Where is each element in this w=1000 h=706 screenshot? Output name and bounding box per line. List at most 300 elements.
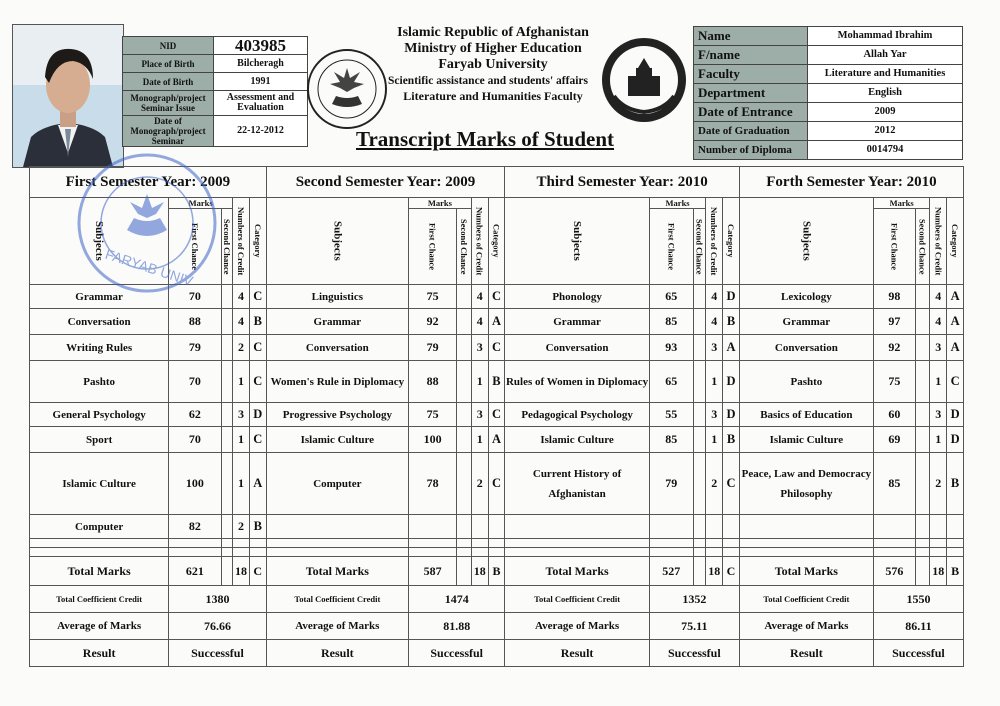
subjects-header	[505, 198, 649, 285]
diploma-value: 0014794	[808, 141, 963, 160]
second-chance-header	[457, 209, 472, 285]
second-chance-mark	[693, 335, 706, 361]
nid-value: 403985	[214, 37, 308, 55]
credit-count: 1	[233, 453, 250, 515]
subject-row	[30, 361, 964, 403]
subject-name	[505, 515, 649, 539]
result-label: Result	[739, 640, 873, 667]
first-chance-header	[409, 209, 457, 285]
blank-cell	[409, 539, 457, 548]
credit-count: 4	[930, 309, 947, 335]
second-chance-mark	[457, 335, 472, 361]
second-chance-mark	[915, 515, 930, 539]
coef-label: Total Coefficient Credit	[266, 586, 408, 613]
total-credits: 18	[930, 557, 947, 586]
header-line-4: Scientific assistance and students' affairs	[388, 75, 588, 87]
credits-header-text: Numbers of Credit	[235, 206, 246, 276]
coef-label: Total Coefficient Credit	[505, 586, 649, 613]
average-label: Average of Marks	[30, 613, 169, 640]
blank-cell	[233, 539, 250, 548]
credit-count: 1	[471, 361, 488, 403]
faculty-label: Faculty	[694, 65, 808, 84]
category-grade: C	[249, 285, 266, 309]
second-chance-mark	[915, 403, 930, 427]
second-chance-mark	[693, 285, 706, 309]
category-grade: A	[947, 335, 964, 361]
second-chance-mark	[457, 427, 472, 453]
blank-cell	[266, 548, 408, 557]
entrance-label: Date of Entrance	[694, 103, 808, 122]
second-chance-mark	[457, 285, 472, 309]
seminar-date-value: 22-12-2012	[214, 116, 308, 147]
result-label: Result	[266, 640, 408, 667]
first-chance-mark: 98	[873, 285, 915, 309]
first-chance-mark: 75	[873, 361, 915, 403]
second-chance-mark	[457, 309, 472, 335]
coef-label: Total Coefficient Credit	[30, 586, 169, 613]
total-blank	[915, 557, 930, 586]
blank-cell	[221, 548, 233, 557]
marks-header: Marks	[169, 198, 233, 209]
first-chance-mark: 79	[169, 335, 221, 361]
result-value: Successful	[873, 640, 963, 667]
subject-row	[30, 515, 964, 539]
total-category: B	[947, 557, 964, 586]
birthplace-label: Place of Birth	[123, 55, 214, 73]
category-header-text: Category	[950, 224, 961, 258]
name-value: Mohammad Ibrahim	[808, 27, 963, 46]
second-chance-mark	[221, 361, 233, 403]
total-credits: 18	[233, 557, 250, 586]
category-header	[488, 198, 505, 285]
blank-cell	[915, 539, 930, 548]
subject-name: Lexicology	[739, 285, 873, 309]
credit-count: 3	[706, 403, 723, 427]
blank-cell	[873, 539, 915, 548]
semester-title: First Semester Year: 2009	[30, 167, 267, 198]
subjects-header	[266, 198, 408, 285]
credit-count: 3	[471, 335, 488, 361]
blank-cell	[930, 548, 947, 557]
first-chance-mark: 88	[409, 361, 457, 403]
total-blank	[693, 557, 706, 586]
category-grade	[723, 515, 740, 539]
total-marks-label: Total Marks	[505, 557, 649, 586]
subject-name: Grammar	[505, 309, 649, 335]
subject-name: Grammar	[266, 309, 408, 335]
graduation-label: Date of Graduation	[694, 122, 808, 141]
blank-row	[30, 548, 964, 557]
first-chance-mark	[649, 515, 693, 539]
total-marks-value: 527	[649, 557, 693, 586]
coefficient-row	[30, 586, 964, 613]
subject-name: Islamic Culture	[30, 453, 169, 515]
subject-name: Islamic Culture	[266, 427, 408, 453]
subjects-header-text: Subjects	[571, 221, 584, 261]
second-chance-mark	[221, 285, 233, 309]
first-chance-mark: 85	[873, 453, 915, 515]
university-stamp-icon	[72, 148, 222, 298]
first-chance-mark: 62	[169, 403, 221, 427]
id-info-table	[122, 36, 308, 147]
subject-name: Writing Rules	[30, 335, 169, 361]
category-grade: C	[488, 403, 505, 427]
blank-cell	[739, 539, 873, 548]
department-value: English	[808, 84, 963, 103]
category-grade: C	[249, 427, 266, 453]
credits-header-text: Numbers of Credit	[474, 206, 485, 276]
header-line-1: Islamic Republic of Afghanistan	[397, 25, 589, 40]
diploma-label: Number of Diploma	[694, 141, 808, 160]
average-label: Average of Marks	[505, 613, 649, 640]
first-chance-mark: 75	[409, 403, 457, 427]
first-chance-mark: 70	[169, 285, 221, 309]
total-credits: 18	[471, 557, 488, 586]
coef-value: 1380	[169, 586, 266, 613]
credits-header	[233, 198, 250, 285]
blank-cell	[915, 548, 930, 557]
total-blank	[457, 557, 472, 586]
subject-name: Pashto	[30, 361, 169, 403]
category-grade: D	[723, 403, 740, 427]
category-grade: A	[249, 453, 266, 515]
result-label: Result	[505, 640, 649, 667]
subjects-header-text: Subjects	[93, 221, 106, 261]
subject-row	[30, 427, 964, 453]
subject-name: Conversation	[505, 335, 649, 361]
blank-cell	[169, 539, 221, 548]
first-chance-mark: 92	[873, 335, 915, 361]
category-header	[249, 198, 266, 285]
national-emblem-icon	[600, 36, 688, 124]
blank-cell	[930, 539, 947, 548]
seminar-issue-value: Assessment and Evaluation	[214, 91, 308, 116]
category-grade: C	[249, 335, 266, 361]
first-chance-mark: 65	[649, 361, 693, 403]
credit-count: 1	[706, 427, 723, 453]
blank-cell	[457, 539, 472, 548]
subject-name: Grammar	[739, 309, 873, 335]
credit-count: 3	[930, 403, 947, 427]
subject-name	[266, 515, 408, 539]
second-chance-header	[915, 209, 930, 285]
category-grade: A	[947, 285, 964, 309]
second-chance-mark	[915, 361, 930, 403]
second-chance-mark	[915, 309, 930, 335]
category-grade: A	[488, 309, 505, 335]
first-chance-mark: 82	[169, 515, 221, 539]
credit-count: 3	[930, 335, 947, 361]
total-marks-label: Total Marks	[739, 557, 873, 586]
coef-value: 1474	[409, 586, 505, 613]
first-chance-mark: 65	[649, 285, 693, 309]
name-label: Name	[694, 27, 808, 46]
credit-count: 4	[706, 309, 723, 335]
total-marks-value: 587	[409, 557, 457, 586]
marks-header: Marks	[409, 198, 472, 209]
blank-cell	[706, 548, 723, 557]
category-grade: D	[723, 285, 740, 309]
category-grade: C	[488, 285, 505, 309]
subject-name	[739, 515, 873, 539]
first-chance-mark: 55	[649, 403, 693, 427]
second-chance-mark	[457, 453, 472, 515]
credit-count: 4	[233, 309, 250, 335]
result-value: Successful	[409, 640, 505, 667]
category-grade: A	[488, 427, 505, 453]
semester-title: Second Semester Year: 2009	[266, 167, 505, 198]
first-chance-mark: 88	[169, 309, 221, 335]
blank-cell	[649, 539, 693, 548]
category-grade: C	[249, 361, 266, 403]
credits-header	[471, 198, 488, 285]
subject-name: Linguistics	[266, 285, 408, 309]
blank-cell	[693, 539, 706, 548]
credit-count: 2	[233, 335, 250, 361]
blank-cell	[739, 548, 873, 557]
header-line-5: Literature and Humanities Faculty	[403, 89, 583, 103]
total-category: C	[249, 557, 266, 586]
category-grade: C	[723, 453, 740, 515]
document-title: Transcript Marks of Student	[356, 127, 615, 151]
second-chance-mark	[457, 515, 472, 539]
marks-header: Marks	[649, 198, 706, 209]
second-chance-text: Second Chance	[459, 218, 470, 275]
blank-cell	[706, 539, 723, 548]
second-chance-mark	[693, 309, 706, 335]
credit-count: 1	[233, 361, 250, 403]
faculty-value: Literature and Humanities	[808, 65, 963, 84]
total-marks-label: Total Marks	[266, 557, 408, 586]
credit-count	[706, 515, 723, 539]
average-row	[30, 613, 964, 640]
graduation-value: 2012	[808, 122, 963, 141]
subject-name: Basics of Education	[739, 403, 873, 427]
first-chance-mark: 92	[409, 309, 457, 335]
first-chance-text: First Chance	[889, 223, 900, 270]
blank-row	[30, 539, 964, 548]
category-grade: B	[249, 309, 266, 335]
total-credits: 18	[706, 557, 723, 586]
credits-header	[930, 198, 947, 285]
category-grade: C	[488, 453, 505, 515]
first-chance-mark: 70	[169, 361, 221, 403]
subject-name: Pashto	[739, 361, 873, 403]
blank-cell	[457, 548, 472, 557]
blank-cell	[471, 548, 488, 557]
fname-value: Allah Yar	[808, 46, 963, 65]
blank-cell	[649, 548, 693, 557]
first-chance-mark: 60	[873, 403, 915, 427]
first-chance-mark	[409, 515, 457, 539]
credit-count: 4	[471, 285, 488, 309]
first-chance-mark: 78	[409, 453, 457, 515]
blank-cell	[30, 539, 169, 548]
blank-cell	[169, 548, 221, 557]
second-chance-text: Second Chance	[917, 218, 928, 275]
first-chance-mark: 85	[649, 309, 693, 335]
second-chance-mark	[221, 309, 233, 335]
subject-name: Phonology	[505, 285, 649, 309]
fname-label: F/name	[694, 46, 808, 65]
category-grade: B	[723, 427, 740, 453]
category-grade: D	[249, 403, 266, 427]
subject-name: Pedagogical Psychology	[505, 403, 649, 427]
subjects-header-text: Subjects	[331, 221, 344, 261]
department-label: Department	[694, 84, 808, 103]
first-chance-mark: 85	[649, 427, 693, 453]
blank-cell	[693, 548, 706, 557]
subjects-header-text: Subjects	[800, 221, 813, 261]
header-line-3: Faryab University	[438, 57, 548, 72]
blank-cell	[30, 548, 169, 557]
coef-value: 1352	[649, 586, 739, 613]
subject-name: Grammar	[30, 285, 169, 309]
first-chance-mark: 97	[873, 309, 915, 335]
category-grade: C	[488, 335, 505, 361]
subject-name: Sport	[30, 427, 169, 453]
blank-cell	[723, 548, 740, 557]
first-chance-mark: 100	[409, 427, 457, 453]
second-chance-mark	[221, 515, 233, 539]
subject-row	[30, 335, 964, 361]
second-chance-text: Second Chance	[221, 218, 232, 275]
result-row	[30, 640, 964, 667]
category-grade: D	[947, 427, 964, 453]
total-blank	[221, 557, 233, 586]
subject-name: Computer	[266, 453, 408, 515]
subject-name: Women's Rule in Diplomacy	[266, 361, 408, 403]
second-chance-mark	[915, 335, 930, 361]
first-chance-mark: 69	[873, 427, 915, 453]
credit-count: 4	[706, 285, 723, 309]
first-chance-mark: 100	[169, 453, 221, 515]
category-header-text: Category	[725, 224, 736, 258]
category-header	[723, 198, 740, 285]
credit-count: 1	[930, 427, 947, 453]
category-grade: B	[249, 515, 266, 539]
average-label: Average of Marks	[739, 613, 873, 640]
student-photo	[12, 24, 124, 168]
second-chance-mark	[457, 403, 472, 427]
total-category: C	[723, 557, 740, 586]
credit-count: 1	[233, 427, 250, 453]
blank-cell	[409, 548, 457, 557]
first-chance-mark: 75	[409, 285, 457, 309]
semester-title: Third Semester Year: 2010	[505, 167, 740, 198]
blank-cell	[221, 539, 233, 548]
category-grade: A	[723, 335, 740, 361]
average-value: 86.11	[873, 613, 963, 640]
total-category: B	[488, 557, 505, 586]
subject-name: Islamic Culture	[505, 427, 649, 453]
first-chance-text: First Chance	[189, 223, 200, 270]
second-chance-mark	[457, 361, 472, 403]
category-header-text: Category	[252, 224, 263, 258]
first-chance-header	[873, 209, 915, 285]
birthplace-value: Bilcheragh	[214, 55, 308, 73]
subject-row	[30, 309, 964, 335]
subject-name: Conversation	[30, 309, 169, 335]
blank-cell	[249, 548, 266, 557]
semester-title: Forth Semester Year: 2010	[739, 167, 963, 198]
credit-count: 1	[471, 427, 488, 453]
credit-count: 4	[930, 285, 947, 309]
second-chance-mark	[693, 403, 706, 427]
credit-count: 2	[233, 515, 250, 539]
first-chance-header	[649, 209, 693, 285]
total-marks-label: Total Marks	[30, 557, 169, 586]
category-grade: D	[947, 403, 964, 427]
second-chance-mark	[693, 361, 706, 403]
blank-cell	[488, 548, 505, 557]
blank-cell	[249, 539, 266, 548]
subject-name: General Psychology	[30, 403, 169, 427]
subject-row	[30, 403, 964, 427]
subject-name: Progressive Psychology	[266, 403, 408, 427]
entrance-value: 2009	[808, 103, 963, 122]
seminar-date-label: Date of Monograph/project Seminar	[123, 116, 214, 147]
total-marks-row	[30, 557, 964, 586]
credits-header	[706, 198, 723, 285]
stamp-text: FARYAB UNIV	[103, 245, 196, 290]
total-marks-value: 576	[873, 557, 915, 586]
average-value: 75.11	[649, 613, 739, 640]
seminar-issue-label: Monograph/project Seminar Issue	[123, 91, 214, 116]
credits-header-text: Numbers of Credit	[933, 206, 944, 276]
credit-count: 1	[930, 361, 947, 403]
credit-count: 3	[471, 403, 488, 427]
credit-count: 1	[706, 361, 723, 403]
category-grade	[947, 515, 964, 539]
second-chance-mark	[693, 515, 706, 539]
blank-cell	[505, 539, 649, 548]
marks-header: Marks	[873, 198, 930, 209]
first-chance-mark: 70	[169, 427, 221, 453]
second-chance-header	[221, 209, 233, 285]
subject-name: Rules of Women in Diplomacy	[505, 361, 649, 403]
second-chance-mark	[915, 285, 930, 309]
subject-name: Conversation	[266, 335, 408, 361]
second-chance-header	[693, 209, 706, 285]
credit-count: 4	[233, 285, 250, 309]
subject-row	[30, 453, 964, 515]
blank-cell	[266, 539, 408, 548]
blank-cell	[471, 539, 488, 548]
subject-name: Islamic Culture	[739, 427, 873, 453]
birthdate-label: Date of Birth	[123, 73, 214, 91]
second-chance-mark	[221, 453, 233, 515]
first-chance-mark: 93	[649, 335, 693, 361]
category-grade: C	[947, 361, 964, 403]
credit-count: 3	[233, 403, 250, 427]
credit-count: 2	[471, 453, 488, 515]
category-header-text: Category	[491, 224, 502, 258]
document-header	[388, 25, 598, 104]
category-header	[947, 198, 964, 285]
second-chance-text: Second Chance	[694, 218, 705, 275]
header-line-2: Ministry of Higher Education	[404, 41, 582, 56]
first-chance-mark: 79	[409, 335, 457, 361]
blank-cell	[505, 548, 649, 557]
subject-name: Conversation	[739, 335, 873, 361]
category-grade: B	[947, 453, 964, 515]
second-chance-mark	[915, 427, 930, 453]
student-info-table	[693, 26, 963, 160]
result-label: Result	[30, 640, 169, 667]
second-chance-mark	[221, 335, 233, 361]
birthdate-value: 1991	[214, 73, 308, 91]
